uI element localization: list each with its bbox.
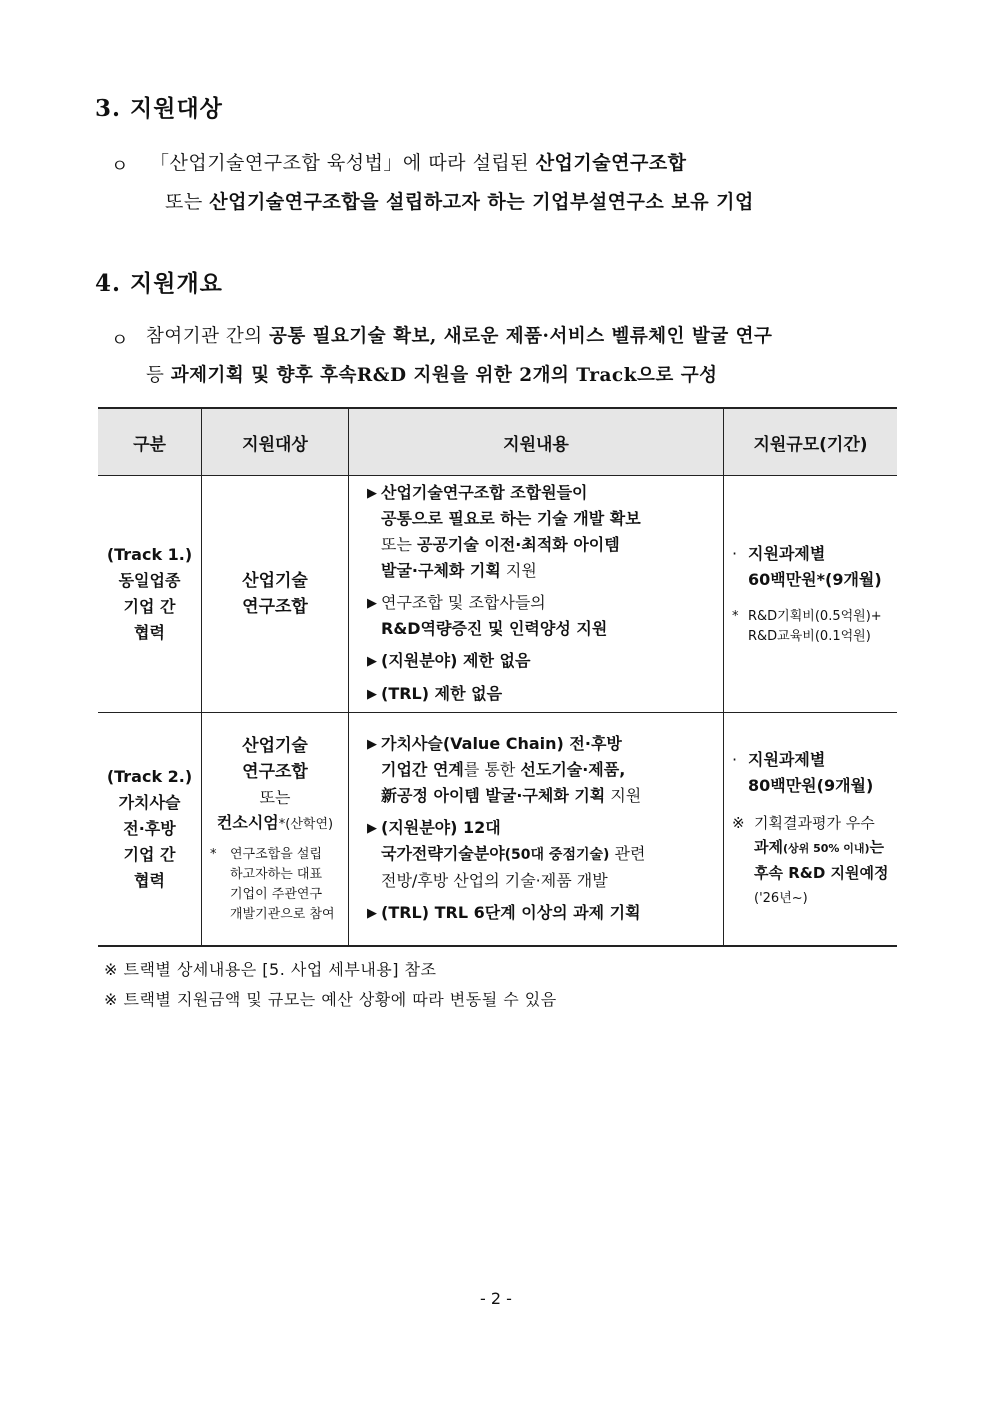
scale-main (732, 747, 891, 799)
table-row-track-1 (98, 476, 897, 713)
text-span: 연구조합 및 조합사들의 (381, 593, 546, 612)
scale-main (732, 541, 891, 593)
bold-span: 선도기술·제품, (520, 759, 626, 779)
bold-span: R&D역량증진 및 인력양성 지원 (381, 619, 608, 638)
scale-amount: 80백만원(9개월) (748, 775, 874, 795)
table-header-row (98, 408, 897, 476)
note-small: (상위 50% 이내) (782, 841, 870, 855)
target-line: 또는 (259, 787, 291, 807)
note-bold: 는 (869, 837, 885, 856)
header-content: 지원내용 (349, 408, 724, 476)
bold-span: 과제기획 및 향후 후속R&D 지원을 위한 2개의 Track으로 구성 (170, 365, 718, 386)
arrow-icon: ▶ (367, 687, 377, 702)
bold-span: 국가전략기술분야 (381, 843, 505, 863)
table-row-track-2 (98, 713, 897, 946)
target-note (206, 845, 344, 925)
category-line: 전·후방 (123, 818, 176, 838)
bold-span: 新공정 아이템 발굴·구체화 기획 (381, 785, 606, 805)
bold-span: (50대 중점기술) (504, 846, 610, 863)
text-span: 지원 (500, 561, 537, 580)
track-1-category (98, 476, 202, 713)
note-bold: 과제 (754, 837, 783, 856)
arrow-icon: ▶ (367, 820, 377, 836)
text-span: 등 (146, 365, 171, 386)
bold-span: 산업기술연구조합 (535, 152, 687, 174)
bold-span: (TRL) 제한 없음 (381, 684, 503, 703)
header-scale: 지원규모(기간) (724, 408, 898, 476)
target-line: 컨소시엄 (216, 812, 279, 832)
bold-span: (지원분야) 12대 (381, 817, 501, 837)
note-line: 기업이 주관연구 (230, 886, 323, 902)
note-line: 연구조합을 설립 (230, 846, 323, 862)
bold-span: 발굴·구체화 기획 (381, 561, 501, 580)
category-line: 협력 (134, 870, 165, 890)
category-line: 기업 간 (123, 844, 176, 864)
bold-span: 산업기술연구조합 조합원들이 (381, 483, 588, 502)
track-2-content (349, 713, 724, 946)
footnote: ※ 트랙별 상세내용은 [5. 사업 세부내용] 참조 (104, 960, 437, 979)
track-1-scale (724, 476, 898, 713)
target-small: *(산학연) (278, 816, 334, 832)
bold-span: 공통으로 필요로 하는 기술 개발 확보 (381, 509, 641, 528)
content-item (367, 900, 719, 927)
arrow-icon: ▶ (367, 736, 377, 752)
content-item (367, 648, 719, 675)
note-line: ('26년~) (754, 890, 808, 906)
section-3-heading: 3. 지원대상 (95, 95, 223, 122)
note-line: 기획결과평가 우수 (754, 813, 875, 832)
category-line: (Track 1.) (106, 545, 193, 564)
content-item (367, 815, 719, 894)
track-2-target (202, 713, 349, 946)
text-span: 전방/후방 산업의 기술·제품 개발 (381, 870, 608, 890)
target-line: 산업기술 (242, 735, 308, 756)
content-item (367, 480, 719, 584)
text-span: 관련 (609, 843, 646, 863)
note-bold: 후속 R&D 지원예정 (754, 863, 889, 882)
dot-marker: · (732, 749, 738, 769)
content-item (367, 590, 719, 642)
note-line: 개발기관으로 참여 (230, 906, 335, 922)
track-1-target (202, 476, 349, 713)
section-4-heading: 4. 지원개요 (95, 270, 223, 297)
track-2-category (98, 713, 202, 946)
text-span: 또는 (381, 535, 417, 554)
category-line: (Track 2.) (106, 766, 193, 786)
scale-title: 지원과제별 (748, 749, 826, 769)
text-span: 또는 (165, 191, 210, 213)
bold-span: 공통 필요기술 확보, 새로운 제품·서비스 벨류체인 발굴 연구 (269, 326, 773, 347)
arrow-icon: ▶ (367, 654, 377, 669)
text-span: 참여기관 간의 (146, 326, 269, 347)
note-mark: * (732, 609, 739, 624)
content-item (367, 681, 719, 708)
category-line: 가치사슬 (118, 792, 181, 812)
header-target: 지원대상 (202, 408, 349, 476)
bold-span: 가치사슬(Value Chain) 전·후방 (381, 733, 622, 753)
scale-note (732, 811, 891, 911)
arrow-icon: ▶ (367, 486, 377, 501)
content-item (367, 731, 719, 809)
note-line: 하고자하는 대표 (230, 866, 323, 882)
scale-amount: 60백만원*(9개월) (748, 570, 882, 589)
section-4-line-2 (146, 357, 717, 395)
section-4-line-1 (146, 318, 772, 356)
bold-span: 기업간 연계 (381, 759, 464, 779)
target-line: 연구조합 (242, 597, 308, 617)
note-mark: * (210, 846, 217, 862)
category-line: 기업 간 (123, 597, 176, 616)
footnote: ※ 트랙별 지원금액 및 규모는 예산 상황에 따라 변동될 수 있음 (104, 990, 557, 1009)
bold-span: 공공기술 이전·최적화 아이템 (417, 535, 620, 554)
note-mark: ※ (732, 813, 745, 832)
header-category: 구분 (98, 408, 202, 476)
section-3-line-2 (165, 183, 754, 221)
category-line: 동일업종 (118, 571, 181, 590)
page-number: - 2 - (480, 1289, 512, 1308)
target-line: 산업기술 (242, 571, 308, 591)
section-3-line-1 (150, 144, 687, 182)
category-line: 협력 (134, 623, 165, 642)
bold-span: (지원분야) 제한 없음 (381, 651, 531, 670)
bold-span: 산업기술연구조합을 설립하고자 하는 기업부설연구소 보유 기업 (209, 191, 754, 213)
bullet-marker: ㅇ (111, 330, 129, 351)
note-line: R&D교육비(0.1억원) (748, 629, 871, 644)
arrow-icon: ▶ (367, 905, 377, 921)
bullet-marker: ㅇ (111, 156, 129, 177)
track-1-content (349, 476, 724, 713)
text-span: 지원 (605, 785, 642, 805)
bold-span: (TRL) TRL 6단계 이상의 과제 기획 (381, 902, 641, 922)
support-overview-table (98, 407, 897, 947)
track-2-scale (724, 713, 898, 946)
target-line: 연구조합 (242, 761, 308, 782)
scale-title: 지원과제별 (748, 544, 826, 563)
text-span: 를 통한 (463, 759, 521, 779)
dot-marker: · (732, 544, 738, 563)
text-span: 「산업기술연구조합 육성법」에 따라 설립된 (150, 152, 536, 174)
note-line: R&D기획비(0.5억원)+ (748, 609, 882, 624)
arrow-icon: ▶ (367, 596, 377, 611)
scale-note (732, 607, 891, 647)
